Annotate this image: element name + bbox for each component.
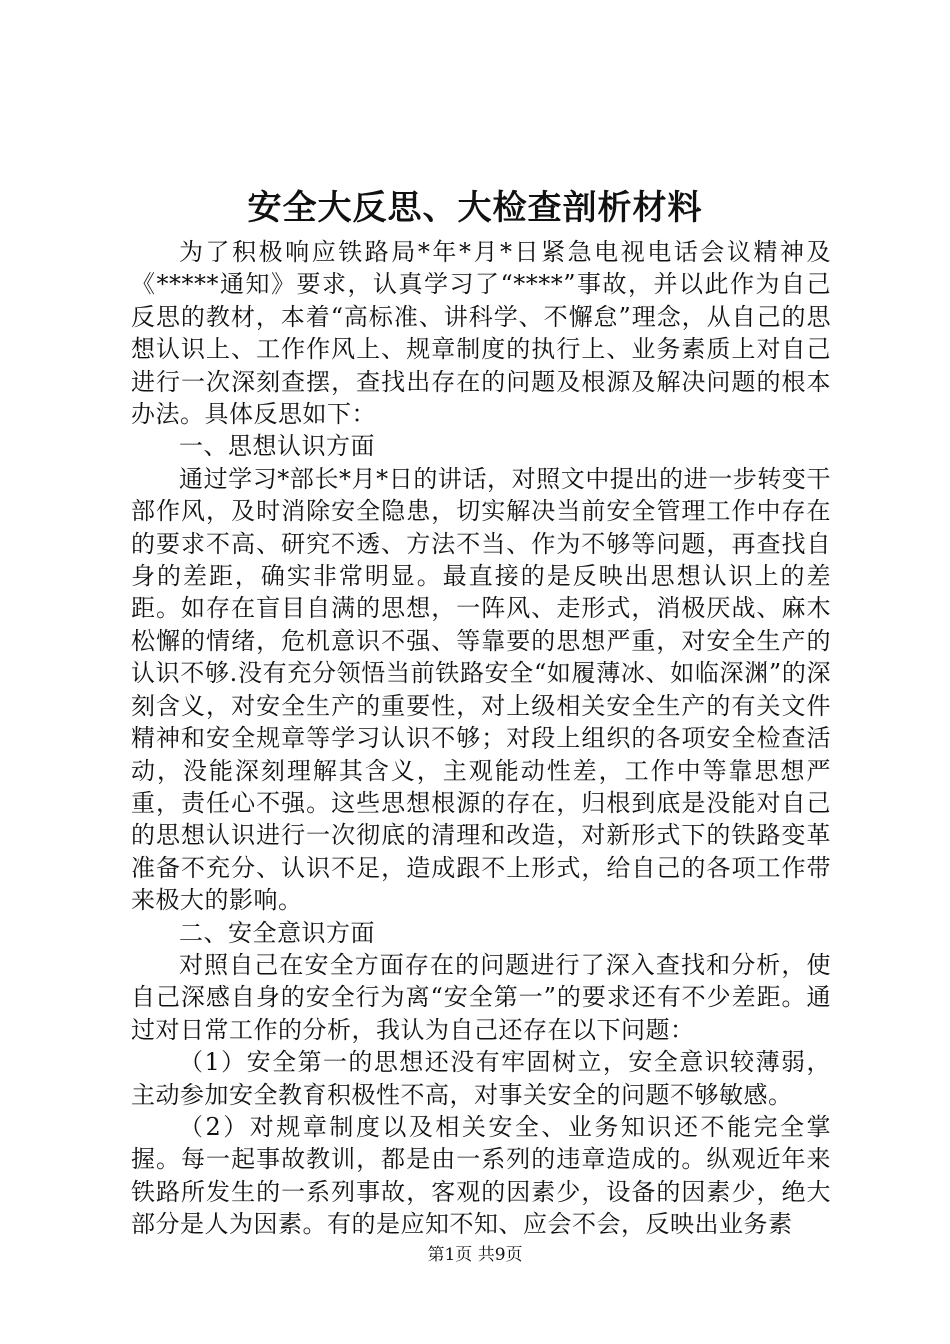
section-heading-thinking: 一、思想认识方面 — [179, 432, 375, 461]
document-title: 安全大反思、大检查剖析材料 — [247, 188, 703, 228]
document-body — [131, 236, 831, 1241]
thinking-paragraph: 通过学习*部长*月*日的讲话，对照文中提出的进一步转变干部作风，及时消除安全隐患，切实解决当前安全管理工作中存在的要求不高、研究不透、方法不当、作为不够等问题，再查找自身的差距，确实非常明显。最直接的是反映出思想认识上的差距。如存在盲目自满的思想，一阵风、走形式，消极厌战、麻木松懈的情绪，危机意识不强、等靠要的思想严重，对安全生产的认识不够.没有充分领悟当前铁路安全“如履薄冰、如临深渊”的深刻含义，对安全生产的重要性，对上级相关安全生产的有关文件精神和安全规章等学习认识不够；对段上组织的各项安全检查活动，没能深刻理解其含义，主观能动性差，工作中等靠思想严重，责任心不强。这些思想根源的存在，归根到底是没能对自己的思想认识进行一次彻底的清理和改造，对新形式下的铁路变革准备不充分、认识不足，造成跟不上形式，给自己的各项工作带来极大的影响。 — [131, 464, 831, 915]
list-item-2: （2）对规章制度以及相关安全、业务知识还不能完全掌握。每一起事故教训，都是由一系列的违章造成的。纵观近年来铁路所发生的一系列事故，客观的因素少，设备的因素少，绝大部分是人为因素。有的是应知不知、应会不会，反映出业务素 — [131, 1112, 831, 1239]
list-item-1: （1）安全第一的思想还没有牢固树立，安全意识较薄弱，主动参加安全教育积极性不高，对事关安全的问题不够敏感。 — [131, 1048, 831, 1109]
page-footer: 第1页 共9页 — [427, 1245, 523, 1265]
section-heading-safety: 二、安全意识方面 — [179, 918, 375, 947]
intro-paragraph: 为了积极响应铁路局*年*月*日紧急电视电话会议精神及《*****通知》要求，认真学习了“****”事故，并以此作为自己反思的教材，本着“高标准、讲科学、不懈怠”理念，从自己的思想认识上、工作作风上、规章制度的执行上、业务素质上对自己进行一次深刻查摆，查找出存在的问题及根源及解决问题的根本办法。具体反思如下： — [131, 238, 831, 429]
safety-paragraph: 对照自己在安全方面存在的问题进行了深入查找和分析，使自己深感自身的安全行为离“安全第一”的要求还有不少差距。通过对日常工作的分析，我认为自己还存在以下问题： — [131, 950, 831, 1044]
